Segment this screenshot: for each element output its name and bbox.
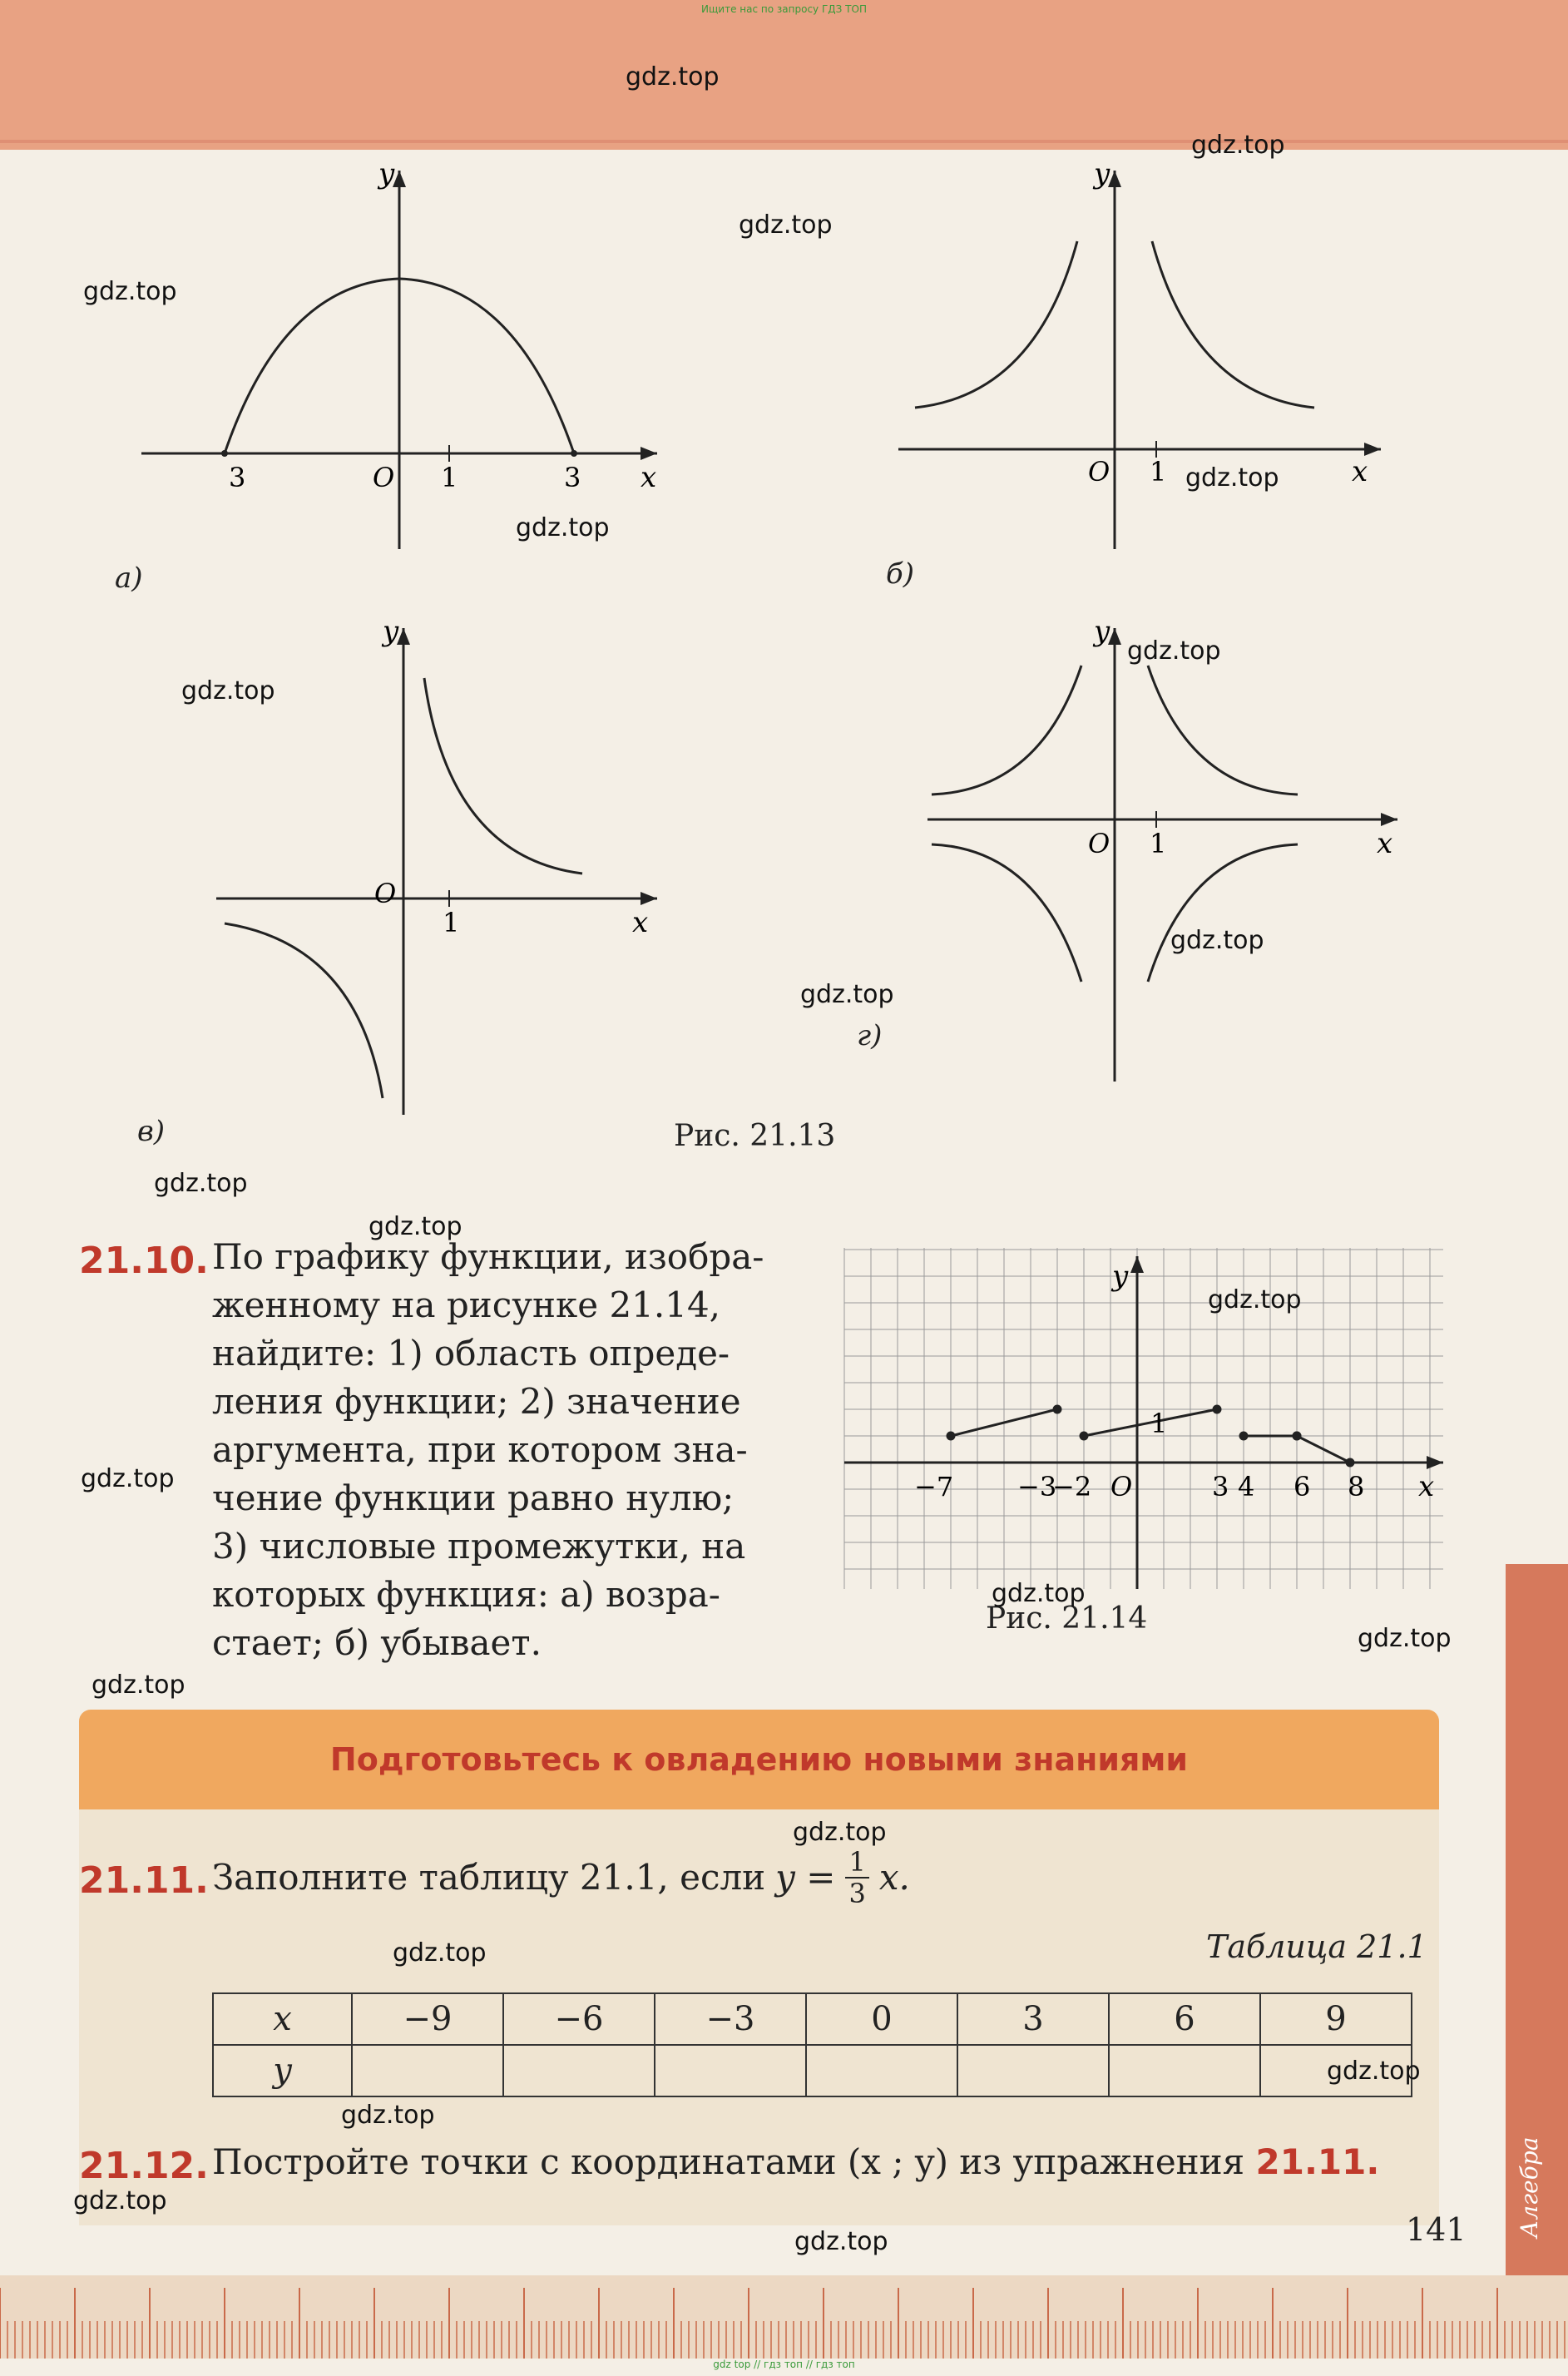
axis-y-label: y [378, 157, 395, 191]
table-cell-empty[interactable] [352, 2045, 503, 2096]
table-cell: −9 [352, 1993, 503, 2045]
watermark: gdz.top [800, 980, 894, 1009]
figure-21-13-caption: Рис. 21.13 [674, 1119, 836, 1153]
tick-1: 1 [441, 462, 458, 493]
table-row-y [213, 2045, 1412, 2096]
side-tab-label: Алгебра [1516, 2136, 1543, 2238]
table-cell: 9 [1260, 1993, 1412, 2045]
figure-label-b: б) [886, 557, 915, 591]
exercise-ref: 21.11. [1255, 2141, 1380, 2182]
table-cell: 3 [957, 1993, 1109, 2045]
figure-21-13-v [137, 615, 674, 1148]
axis-x-label: x [1377, 827, 1393, 860]
table-cell-empty[interactable] [503, 2045, 655, 2096]
problem-line: женному на рисунке 21.14, [212, 1285, 721, 1325]
graph-point [1054, 1406, 1061, 1413]
problem-number-21-10: 21.10. [79, 1240, 209, 1282]
tick-1: 1 [443, 907, 460, 938]
watermark: gdz.top [1170, 926, 1264, 955]
graph-point [1214, 1406, 1220, 1413]
origin-label: O [1088, 828, 1110, 859]
axis-y-label: y [1094, 615, 1110, 648]
tick-1: 1 [1150, 828, 1167, 859]
problem-line: которых функция: а) возра- [212, 1574, 720, 1615]
tick-3: 3 [564, 462, 581, 493]
figure-21-13-b [882, 157, 1397, 591]
problem-line: стает; б) убывает. [212, 1622, 542, 1663]
table-cell: −6 [503, 1993, 655, 2045]
axis-x-label: x [1352, 455, 1368, 488]
fraction [845, 1847, 868, 1908]
watermark: gdz.top [1358, 1624, 1452, 1653]
x-tick: 8 [1348, 1471, 1365, 1502]
x-tick: 6 [1293, 1471, 1311, 1502]
graph-point [1240, 1433, 1247, 1439]
watermark: gdz.top [992, 1579, 1086, 1608]
problem-line: 3) числовые промежутки, на [212, 1526, 746, 1567]
origin-label: O [374, 878, 397, 909]
axis-y-label: y [383, 615, 399, 648]
fraction-denominator: 3 [848, 1878, 866, 1909]
graph-point [1081, 1433, 1087, 1439]
graph-point [1347, 1459, 1353, 1466]
row-label-x: x [213, 1993, 352, 2045]
watermark: gdz.top [154, 1169, 248, 1198]
problem-line: чение функции равно нулю; [212, 1478, 735, 1518]
watermark: gdz.top [626, 62, 720, 92]
x-tick: −2 [1052, 1471, 1092, 1502]
fraction-numerator: 1 [845, 1847, 868, 1879]
axis-y-label: y [1112, 1260, 1129, 1293]
watermark: gdz.top [793, 1818, 887, 1847]
tick-neg3: 3 [229, 462, 246, 493]
watermark: gdz.top [81, 1464, 175, 1493]
formula-lhs: y = [775, 1857, 836, 1898]
x-tick: 3 [1212, 1471, 1229, 1502]
problem-text: Постройте точки с координатами (x ; y) из упражнения [212, 2141, 1245, 2182]
table-cell-empty[interactable] [806, 2045, 957, 2096]
watermark: gdz.top [1127, 636, 1221, 666]
table-cell: 0 [806, 1993, 957, 2045]
watermark: gdz.top [794, 2227, 888, 2256]
watermark: gdz.top [1191, 131, 1285, 160]
table-cell: 6 [1109, 1993, 1260, 2045]
top-link[interactable]: Ищите нас по запросу ГДЗ ТОП [701, 3, 867, 15]
graph-point [1293, 1433, 1300, 1439]
table-cell-empty[interactable] [1109, 2045, 1260, 2096]
problem-number-21-11: 21.11. [79, 1859, 209, 1902]
axis-y-label: y [1094, 157, 1110, 191]
x-tick: 4 [1238, 1471, 1255, 1502]
watermark: gdz.top [516, 513, 610, 542]
y-tick-1: 1 [1150, 1408, 1168, 1439]
top-band [0, 0, 1568, 150]
figure-label-v: в) [137, 1115, 166, 1148]
table-cell-empty[interactable] [957, 2045, 1109, 2096]
page-number: 141 [1406, 2211, 1467, 2248]
table-cell: −3 [655, 1993, 806, 2045]
watermark: gdz.top [1327, 2057, 1421, 2086]
tick-1: 1 [1150, 456, 1167, 488]
figure-21-13-a [108, 157, 674, 595]
figure-21-14-caption: Рис. 21.14 [986, 1601, 1148, 1636]
watermark: gdz.top [181, 676, 275, 705]
problem-number-21-12: 21.12. [79, 2145, 209, 2187]
origin-label: O [1088, 456, 1110, 488]
watermark: gdz.top [393, 1938, 487, 1968]
watermark: gdz.top [341, 2101, 435, 2130]
bottom-link[interactable]: gdz top // гдз топ // гдз топ [713, 2359, 855, 2370]
row-label-y: y [213, 2045, 352, 2096]
table-row-x [213, 1993, 1412, 2045]
problem-line: аргумента, при котором зна- [212, 1429, 748, 1470]
figure-label-g: г) [857, 1019, 883, 1052]
origin-label: O [373, 462, 395, 493]
watermark: gdz.top [83, 277, 177, 306]
problem-line: По графику функции, изобра- [212, 1236, 764, 1277]
watermark: gdz.top [1208, 1285, 1302, 1314]
formula-rhs: x. [878, 1857, 910, 1898]
watermark: gdz.top [1185, 463, 1279, 493]
watermark: gdz.top [739, 210, 833, 240]
bottom-ruler [0, 2275, 1568, 2359]
section-banner-title: Подготовьтесь к овладению новыми знаниями [329, 1741, 1189, 1778]
problem-text: Заполните таблицу 21.1, если [212, 1857, 766, 1898]
problem-21-11-text [212, 1847, 1044, 1908]
axis-x-label: x [632, 906, 649, 939]
origin-label: O [1110, 1471, 1133, 1502]
graph-point [947, 1433, 954, 1439]
axis-x-label: x [1418, 1470, 1435, 1503]
table-21-1 [212, 1992, 1412, 2097]
watermark: gdz.top [92, 1671, 185, 1700]
figure-21-13-g [857, 615, 1414, 1085]
problem-21-10-text [212, 1233, 844, 1667]
table-caption: Таблица 21.1 [1206, 1928, 1427, 1965]
table-cell-empty[interactable] [655, 2045, 806, 2096]
x-tick: −3 [1017, 1471, 1057, 1502]
problem-line: ления функции; 2) значение [212, 1381, 741, 1422]
x-tick: −7 [914, 1471, 954, 1502]
problem-21-12-text [212, 2138, 1427, 2186]
axis-x-label: x [641, 461, 657, 494]
watermark: gdz.top [369, 1212, 462, 1241]
figure-label-a: а) [115, 562, 143, 595]
watermark: gdz.top [73, 2186, 167, 2215]
top-band-line [0, 140, 1568, 143]
problem-line: найдите: 1) область опреде- [212, 1333, 730, 1374]
